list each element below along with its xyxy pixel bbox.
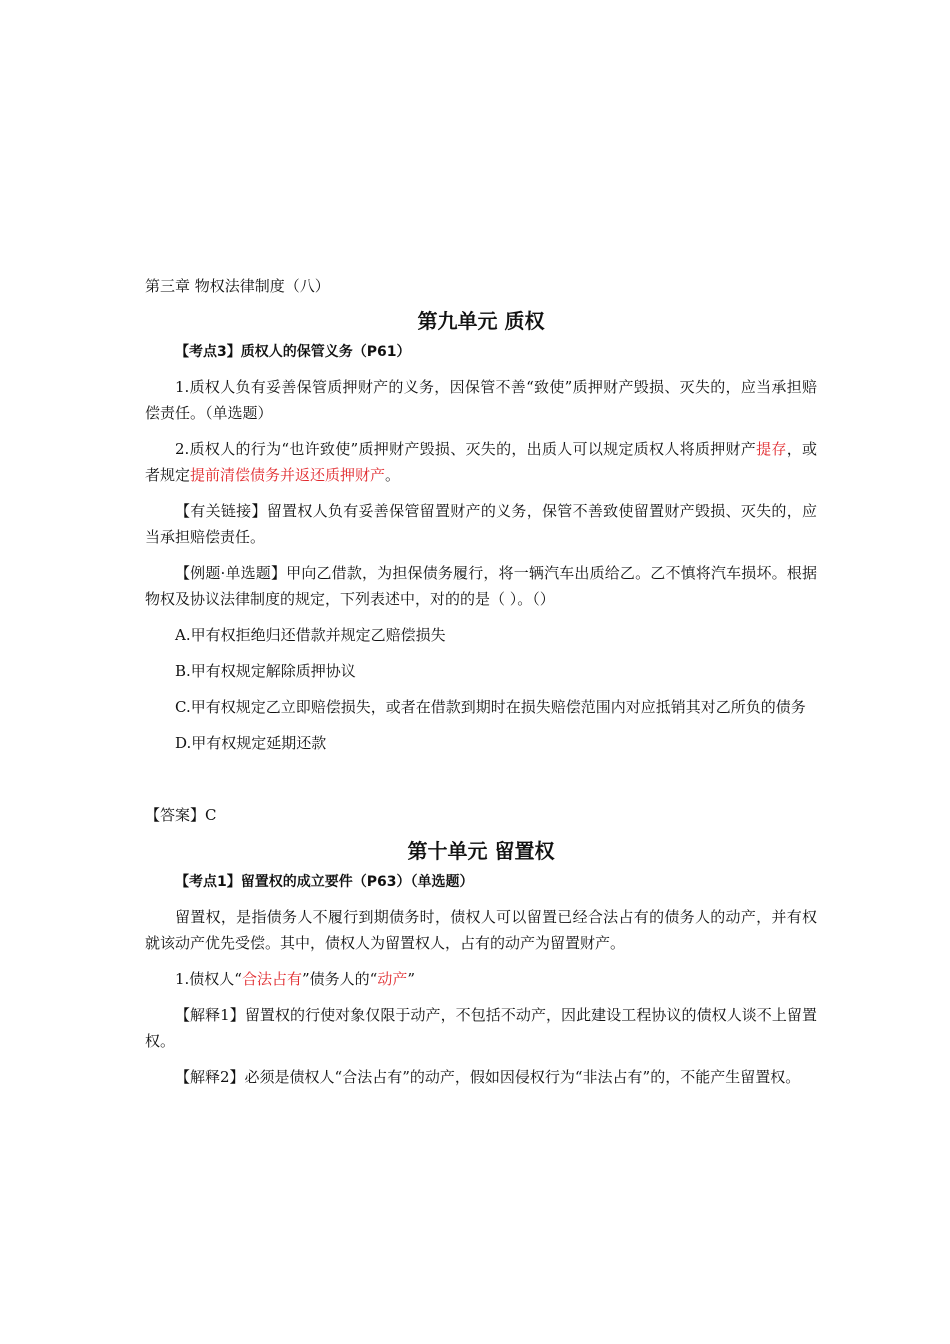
item2-text-a: 2.质权人的行为“也许致使”质押财产毁损、灭失的，出质人可以规定质权人将质押财产	[175, 440, 757, 458]
unit10-explain2: 【解释2】必须是债权人“合法占有”的动产，假如因侵权行为“非法占有”的，不能产生留置权。	[175, 1068, 801, 1086]
u10-item1-highlight-2: 动产	[377, 970, 408, 988]
unit9-title: 第九单元 质权	[417, 309, 545, 333]
u10-item1-text-c: ”	[407, 970, 416, 988]
item2-highlight-2: 提前清偿债务并返还质押财产	[190, 466, 386, 484]
unit10-explain1: 【解释1】留置权的行使对象仅限于动产，不包括不动产，因此建设工程协议的债权人谈不上留置权。	[145, 1006, 817, 1050]
item2-text-c: 。	[385, 466, 401, 484]
chapter-title: 第三章 物权法律制度（八）	[145, 277, 330, 295]
unit9-example-question: 【例题·单选题】甲向乙借款，为担保债务履行，将一辆汽车出质给乙。乙不慎将汽车损坏。根据物权及协议法律制度的规定，下列表述中，对的的是（ ）。（）	[145, 564, 817, 608]
option-b: B.甲有权规定解除质押协议	[175, 662, 356, 680]
unit9-point-heading: 【考点3】质权人的保管义务（P61）	[175, 344, 411, 360]
item2-text-b: ，或者规定	[145, 440, 817, 484]
u10-item1-text-a: 1.债权人“	[175, 970, 242, 988]
unit9-item2	[145, 436, 817, 488]
u10-item1-highlight-1: 合法占有	[241, 970, 302, 988]
option-a: A.甲有权拒绝归还借款并规定乙赔偿损失	[175, 626, 446, 644]
unit9-item1: 1.质权人负有妥善保管质押财产的义务，因保管不善“致使”质押财产毁损、灭失的，应当承担赔偿责任。（单选题）	[145, 378, 817, 422]
unit9-link: 【有关链接】留置权人负有妥善保管留置财产的义务，保管不善致使留置财产毁损、灭失的，应当承担赔偿责任。	[145, 502, 817, 546]
unit10-item1	[145, 966, 817, 992]
option-c: C.甲有权规定乙立即赔偿损失，或者在借款到期时在损失赔偿范围内对应抵销其对乙所负的债务	[175, 698, 806, 716]
item2-highlight-1: 提存	[756, 440, 787, 458]
unit10-title: 第十单元 留置权	[407, 839, 555, 863]
option-d: D.甲有权规定延期还款	[175, 734, 327, 752]
unit10-definition: 留置权，是指债务人不履行到期债务时，债权人可以留置已经合法占有的债务人的动产，并有权就该动产优先受偿。其中，债权人为留置权人，占有的动产为留置财产。	[145, 908, 817, 952]
unit9-answer: 【答案】C	[145, 806, 217, 824]
unit10-point-heading: 【考点1】留置权的成立要件（P63）（单选题）	[175, 874, 474, 890]
u10-item1-text-b: ”债务人的“	[302, 970, 378, 988]
document-body	[145, 276, 817, 1100]
